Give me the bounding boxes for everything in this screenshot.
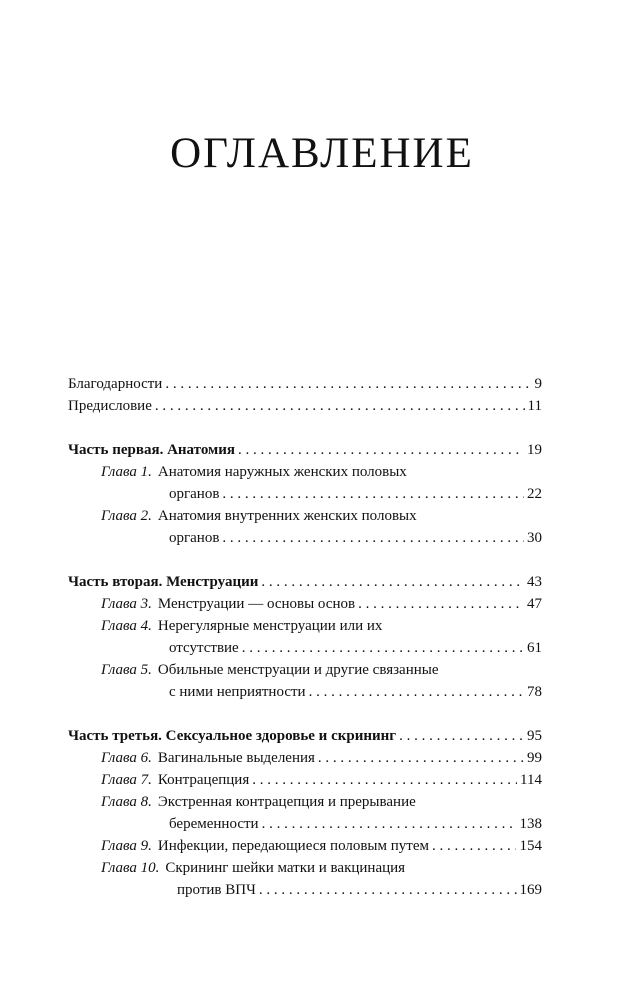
toc-chapter-9[interactable] — [68, 835, 542, 857]
toc-page-number: 114 — [520, 772, 542, 788]
dot-leader — [358, 593, 524, 615]
chapter-title-line2: отсутствие — [169, 640, 239, 656]
dot-leader — [222, 527, 524, 549]
chapter-title-line1: Инфекции, передающиеся половым путем — [157, 838, 429, 854]
toc-chapter-5[interactable] — [68, 659, 542, 703]
dot-leader — [432, 835, 516, 857]
chapter-title-line2: беременности — [169, 816, 259, 832]
page-title: ОГЛАВЛЕНИЕ — [170, 130, 474, 177]
chapter-number: Глава 10. — [101, 860, 160, 876]
dot-leader — [259, 879, 517, 901]
toc-page-number: 22 — [527, 486, 542, 502]
toc-chapter-3[interactable] — [68, 593, 542, 615]
chapter-title-line2: против ВПЧ — [177, 882, 256, 898]
chapter-title-line2: с ними неприятности — [169, 684, 306, 700]
chapter-number: Глава 3. — [101, 596, 152, 612]
toc-part-label: Часть третья. Сексуальное здоровье и скрининг — [68, 728, 397, 744]
toc-page-number: 19 — [527, 442, 542, 458]
toc-part-3[interactable] — [68, 725, 542, 747]
chapter-number: Глава 8. — [101, 794, 152, 810]
toc-chapter-10[interactable] — [68, 857, 542, 901]
toc-chapter-4[interactable] — [68, 615, 542, 659]
dot-leader — [262, 813, 517, 835]
toc-page-number: 99 — [527, 750, 542, 766]
chapter-title-line1: Скрининг шейки матки и вакцинация — [165, 860, 406, 876]
toc-page-number: 11 — [527, 398, 542, 414]
dot-leader — [222, 483, 524, 505]
dot-leader — [318, 747, 524, 769]
toc-page-number: 78 — [527, 684, 542, 700]
toc-part-label: Часть первая. Анатомия — [68, 442, 236, 458]
toc-chapter-2[interactable] — [68, 505, 542, 549]
toc-entry-label: Благодарности — [68, 376, 163, 392]
toc-chapter-8[interactable] — [68, 791, 542, 835]
chapter-number: Глава 6. — [101, 750, 152, 766]
chapter-number: Глава 1. — [101, 464, 152, 480]
chapter-number: Глава 4. — [101, 618, 152, 634]
chapter-title-line1: Анатомия наружных женских половых — [157, 464, 407, 480]
chapter-title-line2: органов — [169, 486, 220, 502]
toc-page-number: 9 — [534, 376, 542, 392]
chapter-number: Глава 9. — [101, 838, 152, 854]
dot-leader — [242, 637, 524, 659]
toc-entry-acknowledgements[interactable] — [68, 373, 542, 395]
toc-part-1[interactable] — [68, 439, 542, 461]
chapter-title-line2: органов — [169, 530, 220, 546]
dot-leader — [165, 373, 531, 395]
toc-page-number: 43 — [527, 574, 542, 590]
dot-leader — [238, 439, 524, 461]
toc-page-number: 30 — [527, 530, 542, 546]
chapter-title-line1: Нерегулярные менструации или их — [157, 618, 383, 634]
chapter-number: Глава 7. — [101, 772, 152, 788]
chapter-title-line1: Менструации — основы основ — [157, 596, 356, 612]
toc-page-number: 138 — [519, 816, 542, 832]
toc-chapter-7[interactable] — [68, 769, 542, 791]
dot-leader — [309, 681, 524, 703]
toc-page-number: 169 — [519, 882, 542, 898]
toc-page-number: 47 — [527, 596, 542, 612]
dot-leader — [155, 395, 525, 417]
toc-chapter-6[interactable] — [68, 747, 542, 769]
chapter-title-line1: Анатомия внутренних женских половых — [157, 508, 417, 524]
toc-chapter-1[interactable] — [68, 461, 542, 505]
chapter-number: Глава 2. — [101, 508, 152, 524]
chapter-title-line1: Вагинальные выделения — [157, 750, 315, 766]
toc-page-number: 154 — [519, 838, 542, 854]
dot-leader — [261, 571, 524, 593]
toc-page-number: 61 — [527, 640, 542, 656]
chapter-number: Глава 5. — [101, 662, 152, 678]
toc-part-label: Часть вторая. Менструации — [68, 574, 259, 590]
toc-entry-label: Предисловие — [68, 398, 152, 414]
dot-leader — [399, 725, 524, 747]
chapter-title-line1: Обильные менструации и другие связанные — [157, 662, 439, 678]
toc-entry-preface[interactable] — [68, 395, 542, 417]
chapter-title-line1: Экстренная контрацепция и прерывание — [157, 794, 416, 810]
chapter-title-line1: Контрацепция — [157, 772, 250, 788]
toc-page-number: 95 — [527, 728, 542, 744]
table-of-contents — [68, 373, 542, 901]
toc-part-2[interactable] — [68, 571, 542, 593]
dot-leader — [252, 769, 517, 791]
